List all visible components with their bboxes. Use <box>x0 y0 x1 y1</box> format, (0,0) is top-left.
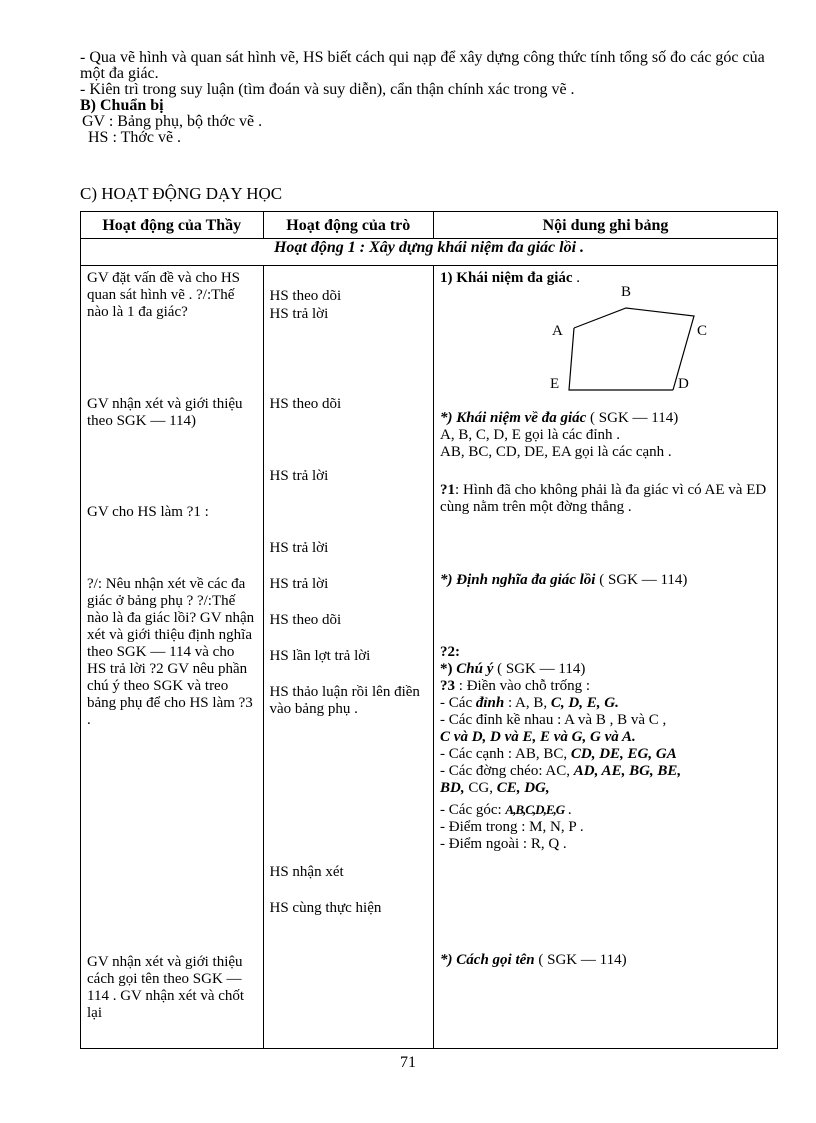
activity-title: Hoạt động 1 : Xây dựng khái niệm đa giác lồi . <box>81 239 778 266</box>
diagonals-answer-filled-3: CE, DG, <box>496 780 550 796</box>
header-content: Nội dung ghi bảng <box>434 212 778 239</box>
polygon-figure <box>514 280 714 398</box>
convex-definition <box>440 572 776 589</box>
question-1 <box>440 482 776 516</box>
activity-row <box>81 239 778 266</box>
table-body-row <box>81 266 778 1049</box>
vertices-answer-prefix: - Các <box>440 695 476 711</box>
diagonals-answer-cont <box>440 780 776 797</box>
section-b-heading: B) Chuẩn bị <box>80 97 164 114</box>
naming-rule-title: *) Cách gọi tên <box>440 952 535 968</box>
concept-heading-tail: . <box>572 270 581 286</box>
vertex-label-d: D <box>678 376 689 392</box>
answer-block <box>440 644 776 853</box>
naming-rule-ref: ( SGK — 114) <box>534 952 627 968</box>
angles-answer-filled: A,B,C,D,E,G <box>505 802 565 817</box>
vertices-answer-filled: C, D, E, G. <box>550 695 619 711</box>
vertex-label-c: C <box>697 323 708 339</box>
student-text-6: HS trả lời <box>269 576 329 592</box>
student-preparation: HS : Thớc vẽ . <box>88 129 182 146</box>
diagonals-answer-given: - Các đờng chéo: AC, <box>440 763 574 779</box>
student-text-9: HS thảo luận rồi lên điền vào bảng phụ . <box>269 684 420 717</box>
header-student: Hoạt động của trò <box>263 212 434 239</box>
vertices-answer-given: : A, B, <box>504 695 551 711</box>
note-line <box>440 661 776 678</box>
vertex-label-b: B <box>621 284 632 300</box>
teacher-text-2: GV nhận xét và giới thiệu theo SGK — 114) <box>87 396 243 429</box>
student-text-11: HS cùng thực hiện <box>269 900 382 916</box>
content-column <box>434 266 778 1049</box>
concept-heading-text: 1) Khái niệm đa giác <box>440 270 573 286</box>
teacher-column <box>81 266 264 1049</box>
student-text-8: HS lần lợt trả lời <box>269 648 371 664</box>
intro-section <box>80 50 780 146</box>
angles-answer-tail: . <box>564 802 572 818</box>
question-3-text: : Điền vào chỗ trống : <box>455 678 591 694</box>
question-1-label: ?1 <box>440 482 456 498</box>
diagonals-answer-filled-2: BD, <box>440 780 465 796</box>
table-header-row <box>81 212 778 239</box>
student-text-1: HS theo dõi <box>269 288 342 304</box>
question-3-label: ?3 <box>440 678 456 694</box>
vertices-line: A, B, C, D, E gọi là các đỉnh . <box>440 427 621 443</box>
angles-answer-prefix: - Các góc: <box>440 802 506 818</box>
inside-points: - Điểm trong : M, N, P . <box>440 819 584 835</box>
student-text-2: HS trả lời <box>269 306 329 322</box>
student-text-3: HS theo dõi <box>269 396 342 412</box>
edges-line: AB, BC, CD, DE, EA gọi là các cạnh . <box>440 444 672 460</box>
edges-answer-filled: CD, DE, EG, GA <box>570 746 677 762</box>
note-star: *) <box>440 661 457 677</box>
polygon-definition <box>440 410 776 461</box>
student-text-5: HS trả lời <box>269 540 329 556</box>
adjacent-answer: C và D, D và E, E và G, G và A. <box>440 729 636 745</box>
teacher-preparation: GV : Bảng phụ, bộ thớc vẽ . <box>82 113 263 130</box>
diagonals-answer <box>440 763 776 780</box>
student-column <box>263 266 434 1049</box>
header-teacher: Hoạt động của Thầy <box>81 212 264 239</box>
note-ref: ( SGK — 114) <box>493 661 586 677</box>
vertex-label-e: E <box>550 376 560 392</box>
vertices-answer-keyword: đỉnh <box>475 695 505 711</box>
diagonals-answer-filled-1: AD, AE, BG, BE, <box>573 763 682 779</box>
vertices-answer <box>440 695 776 712</box>
student-text-7: HS theo dõi <box>269 612 342 628</box>
polygon-definition-ref: ( SGK — 114) <box>586 410 679 426</box>
objective-line-2: - Kiên trì trong suy luận (tìm đoán và suy diễn), cẩn thận chính xác trong vẽ . <box>80 81 575 98</box>
adjacent-line: - Các đỉnh kề nhau : A và B , B và C , <box>440 712 667 728</box>
diagonals-answer-given-2: CG, <box>464 780 497 796</box>
outside-points: - Điểm ngoài : R, Q . <box>440 836 567 852</box>
teacher-text-1: GV đặt vấn đề và cho HS quan sát hình vẽ . ?/:Thế nào là 1 đa giác? <box>87 270 241 320</box>
polygon-definition-title: *) Khái niệm về đa giác <box>440 410 587 426</box>
question-1-text: : Hình đã cho không phải là đa giác vì có AE và ED cùng nằm trên một đờng thẳng . <box>440 482 767 515</box>
question-3-line <box>440 678 776 695</box>
lesson-table <box>80 211 778 1049</box>
convex-definition-ref: ( SGK — 114) <box>595 572 688 588</box>
page-number: 71 <box>400 1054 416 1071</box>
section-c-heading: C) HOẠT ĐỘNG DẠY HỌC <box>80 184 283 203</box>
naming-rule <box>440 952 776 969</box>
edges-answer-given: - Các cạnh : AB, BC, <box>440 746 571 762</box>
note-title: Chú ý <box>456 661 494 677</box>
question-2-label: ?2: <box>440 644 461 660</box>
objective-line-1: - Qua vẽ hình và quan sát hình vẽ, HS biết cách qui nạp để xây dựng công thức tính tổng số đo các góc của một đa giác. <box>80 49 765 82</box>
convex-definition-title: *) Định nghĩa đa giác lồi <box>440 572 596 588</box>
polygon-collinear-edges <box>569 328 673 390</box>
angles-answer <box>440 801 776 819</box>
polygon-open-edges <box>574 308 694 390</box>
edges-answer <box>440 746 776 763</box>
teacher-text-5: GV nhận xét và giới thiệu cách gọi tên theo SGK — 114 . GV nhận xét và chốt lại <box>87 954 245 1021</box>
teacher-text-3: GV cho HS làm ?1 : <box>87 504 209 520</box>
vertex-label-a: A <box>552 323 563 339</box>
student-text-10: HS nhận xét <box>269 864 344 880</box>
teacher-text-4: ?/: Nêu nhận xét về các đa giác ở bảng phụ ? ?/:Thế nào là đa giác lồi? GV nhận xét và giới thiệu định nghĩa theo SGK — 114 và cho HS trả lời ?2 GV nêu phần chú ý theo SGK và treo bảng phụ để cho HS làm ?3 . <box>87 576 255 728</box>
student-text-4: HS trả lời <box>269 468 329 484</box>
